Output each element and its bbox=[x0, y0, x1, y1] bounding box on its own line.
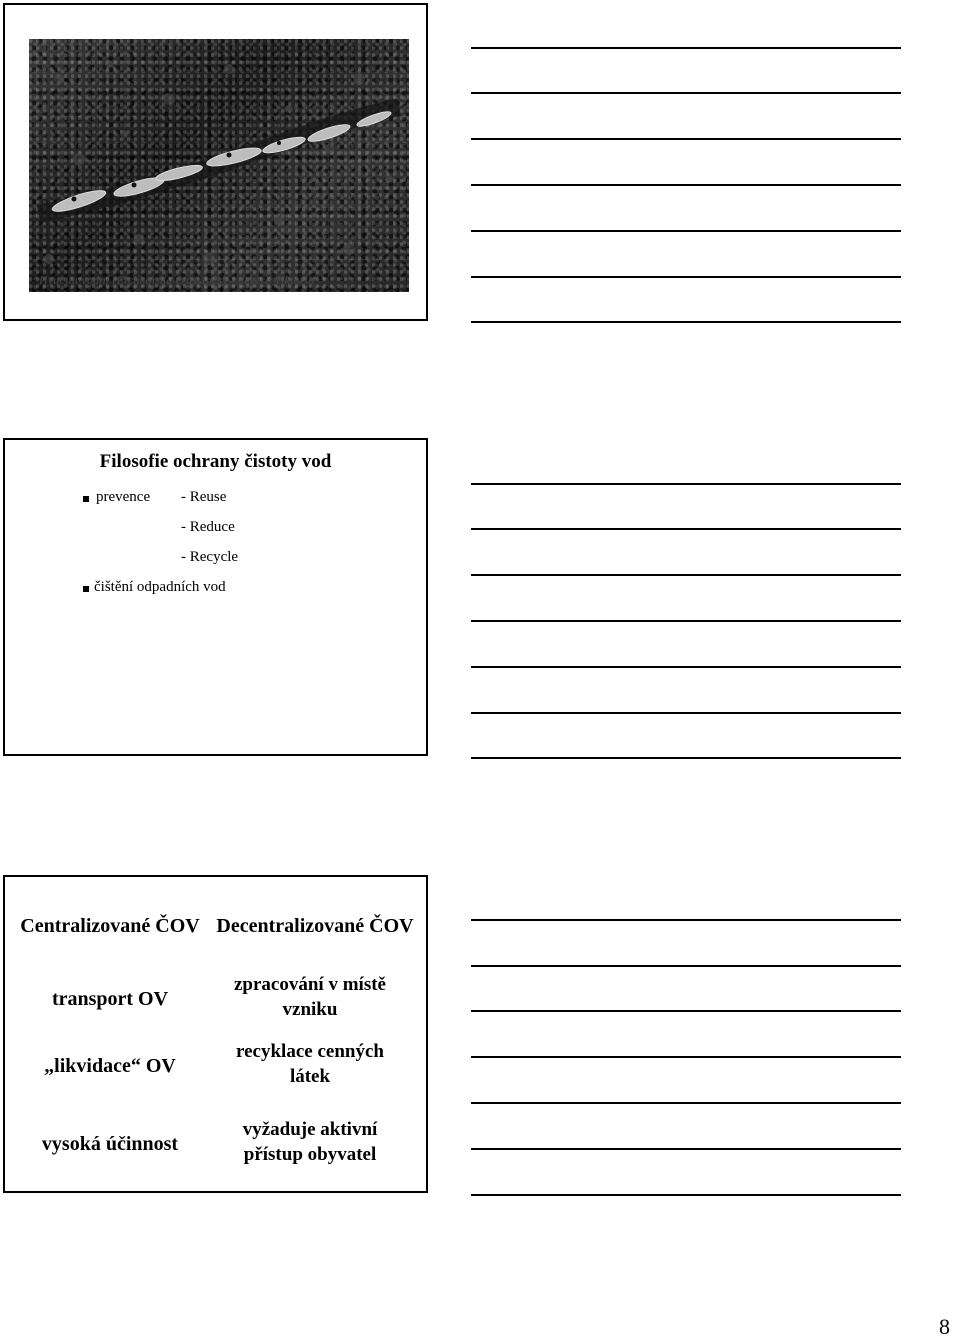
bullet-cisteni: čištění odpadních vod bbox=[94, 579, 226, 595]
note-line bbox=[471, 1102, 901, 1104]
note-line bbox=[471, 757, 901, 759]
sub-item-recycle: - Recycle bbox=[181, 549, 239, 565]
right-item-zpracovani: zpracování v místě vzniku bbox=[234, 974, 386, 1020]
note-line bbox=[471, 528, 901, 530]
slide-2 bbox=[3, 438, 428, 756]
note-line bbox=[471, 965, 901, 967]
slide-2-title: Filosofie ochrany čistoty vod bbox=[99, 451, 332, 472]
note-line bbox=[471, 483, 901, 485]
boats-photo bbox=[29, 39, 409, 292]
right-item-recyklace: recyklace cenných látek bbox=[236, 1041, 384, 1087]
note-line bbox=[471, 138, 901, 140]
bullet-prevence: prevence bbox=[96, 489, 151, 505]
photo-caption: Hyacint vodní (Eichhornia crassipes) – Jezero Viktoria bbox=[39, 273, 315, 287]
note-line bbox=[471, 919, 901, 921]
left-heading: Centralizované ČOV bbox=[20, 915, 200, 937]
bullet-square-icon bbox=[83, 586, 89, 592]
note-line bbox=[471, 321, 901, 323]
note-line bbox=[471, 574, 901, 576]
note-line bbox=[471, 92, 901, 94]
sub-item-reuse: - Reuse bbox=[181, 489, 227, 505]
note-line bbox=[471, 47, 901, 49]
left-item-likvidace: „likvidace“ OV bbox=[44, 1055, 176, 1077]
sub-item-reduce: - Reduce bbox=[181, 519, 235, 535]
bullet-square-icon bbox=[83, 496, 89, 502]
note-line bbox=[471, 1194, 901, 1196]
note-line bbox=[471, 276, 901, 278]
slide-1 bbox=[3, 3, 428, 321]
slide-3 bbox=[3, 875, 428, 1193]
right-heading: Decentralizované ČOV bbox=[216, 915, 414, 937]
note-line bbox=[471, 712, 901, 714]
note-line bbox=[471, 1010, 901, 1012]
page-number: 8 bbox=[939, 1314, 950, 1339]
left-item-ucinnost: vysoká účinnost bbox=[41, 1133, 179, 1155]
note-line bbox=[471, 1056, 901, 1058]
boats-illustration bbox=[29, 39, 409, 292]
note-line bbox=[471, 1148, 901, 1150]
note-line bbox=[471, 620, 901, 622]
note-line bbox=[471, 184, 901, 186]
note-line bbox=[471, 666, 901, 668]
note-line bbox=[471, 230, 901, 232]
right-item-pristup: vyžaduje aktivní přístup obyvatel bbox=[242, 1119, 378, 1165]
left-item-transport: transport OV bbox=[51, 988, 169, 1010]
